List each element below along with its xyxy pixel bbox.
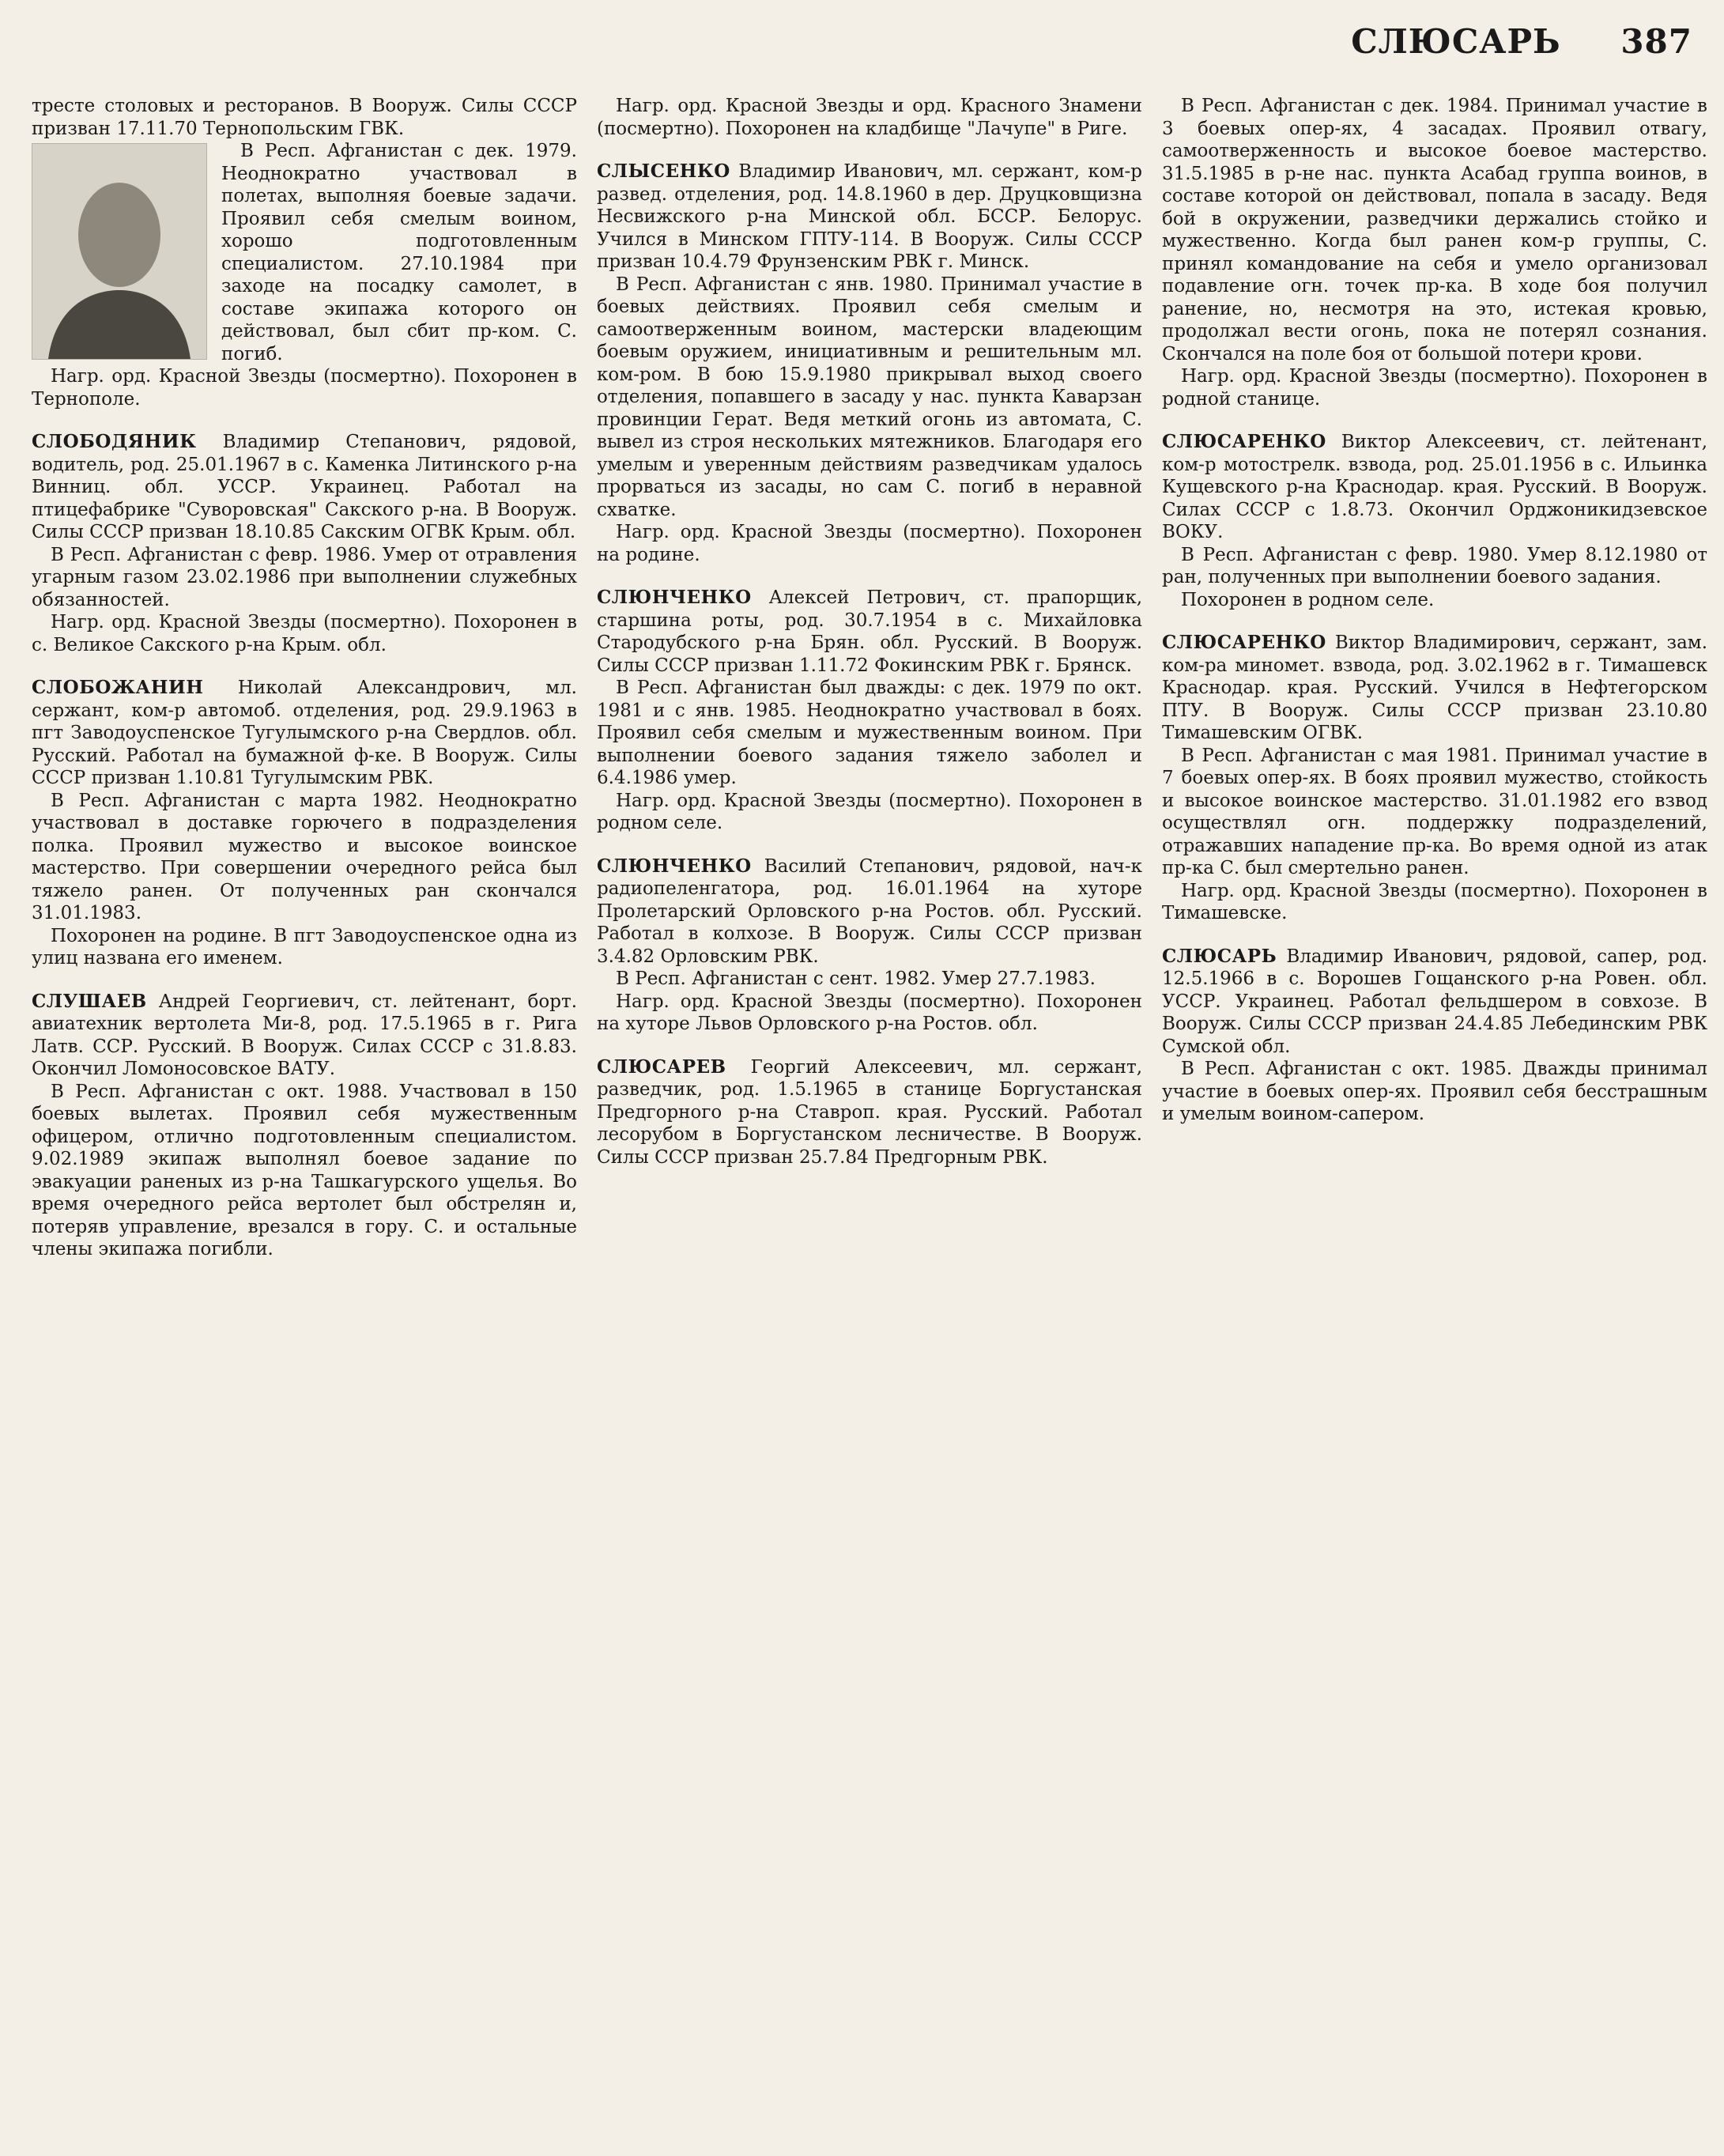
entry-slyusarenko-vv — [1162, 632, 1707, 925]
entry-slyunchenko-a — [597, 587, 1142, 835]
entry-surname: СЛЮСАРЕВ — [597, 1055, 726, 1078]
headword: СЛЮСАРЬ — [1351, 22, 1561, 61]
entry-slysenko — [597, 160, 1142, 566]
entry-slobodyanik — [32, 431, 577, 656]
entry-slyusarev — [597, 1056, 1142, 1169]
entry-slyusar — [1162, 946, 1707, 1126]
entry-surname: СЛЮСАРЬ — [1162, 945, 1277, 967]
entry-surname: СЛЮНЧЕНКО — [597, 855, 752, 877]
entry-text: Нагр. орд. Красной Звезды (посмертно). Похоронен в родном селе. — [597, 790, 1142, 833]
entry-text: Похоронен на родине. В пгт Заводоуспенское одна из улиц названа его именем. — [32, 925, 577, 969]
entry-text: Виктор Владимирович, сержант, зам. ком-ра миномет. взвода, род. 3.02.1962 в г. Тимашевск Краснодар. края. Русский. Учился в Нефтегорском ПТУ. В Вооруж. Силы СССР призван 23.10.80 Тимашевским ОГВК. — [1162, 632, 1707, 743]
entry-surname: СЛОБОЖАНИН — [32, 677, 204, 698]
entry-text: В Респ. Афганистан с февр. 1980. Умер 8.12.1980 от ран, полученных при выполнении боевого задания. — [1162, 544, 1707, 587]
entry-text: В Респ. Афганистан с марта 1982. Неоднократно участвовал в доставке горючего в подразделения полка. Проявил мужество и высокое воинское мастерство. При совершении очередного рейса был тяжело ранен. От полученных ран скончался 31.01.1983. — [32, 790, 577, 923]
entry-slushaev — [32, 991, 577, 1261]
entry-slyusarenko-va — [1162, 431, 1707, 611]
entry-text: В Респ. Афганистан с окт. 1985. Дважды принимал участие в боевых опер-ях. Проявил себя бесстрашным и умелым воином-сапером. — [1162, 1059, 1707, 1124]
entry-continuation — [597, 95, 1142, 140]
entry-text: Владимир Степанович, рядовой, водитель, род. 25.01.1967 в с. Каменка Литинского р-на Винниц. обл. УССР. Украинец. Работал на птицефабрике "Суворовская" Сакского р-на. В Вооруж. Силы СССР призван 18.10.85 Сакским ОГВК Крым. обл. — [32, 432, 577, 542]
entry-text: Нагр. орд. Красной Звезды (посмертно). Похоронен в родной станице. — [1162, 366, 1707, 410]
entry-text: Виктор Алексеевич, ст. лейтенант, ком-р мотострелк. взвода, род. 25.01.1956 в с. Ильинка Кущевского р-на Краснодар. края. Русский. В Вооруж. Силах СССР с 1.8.73. Окончил Орджоникидзевское ВОКУ. — [1162, 432, 1707, 542]
entry-text: Нагр. орд. Красной Звезды (посмертно). Похоронен в Тимашевске. — [1162, 880, 1707, 923]
entry-text: Николай Александрович, мл. сержант, ком-р автомоб. отделения, род. 29.9.1963 в пгт Заводоуспенское Тугулымского р-на Свердлов. обл. Русский. Работал на бумажной ф-ке. В Вооруж. Силы СССР призван 1.10.81 Тугулымским РВК. — [32, 678, 577, 788]
entry-text: Владимир Иванович, рядовой, сапер, род. 12.5.1966 в с. Ворошев Гощанского р-на Ровен. обл. УССР. Украинец. Работал фельдшером в совхозе. В Вооруж. Силы СССР призван 24.4.85 Лебединским РВК Сумской обл. — [1162, 946, 1707, 1057]
entry-text: В Респ. Афганистан с сент. 1982. Умер 27.7.1983. — [616, 969, 1096, 989]
entry-text: В Респ. Афганистан был дважды: с дек. 1979 по окт. 1981 и с янв. 1985. Неоднократно участвовал в боях. Проявил себя смелым и мужественным воином. При выполнении боевого задания тяжело заболел и 6.4.1986 умер. — [597, 678, 1142, 788]
entry-text: Владимир Иванович, мл. сержант, ком-р развед. отделения, род. 14.8.1960 в дер. Друцковщизна Несвижского р-на Минской обл. БССР. Белорус. Учился в Минском ГПТУ-114. В Вооруж. Силы СССР призван 10.4.79 Фрунзенским РВК г. Минск. — [597, 161, 1142, 272]
page-number: 387 — [1620, 22, 1692, 61]
entry-continuation — [32, 95, 577, 410]
entry-text: В Респ. Афганистан с дек. 1979. Неоднократно участвовал в полетах, выполняя боевые задачи. Проявил себя смелым воином, хорошо подготовленным специалистом. 27.10.1984 при заходе на посадку самолет, в составе экипажа которого он действовал, был сбит пр-ком. С. погиб. — [221, 141, 577, 364]
entry-text: Георгий Алексеевич, мл. сержант, разведчик, род. 1.5.1965 в станице Боргустанская Предгорного р-на Ставроп. края. Русский. Работал лесорубом в Боргустанском лесничестве. В Вооруж. Силы СССР призван 25.7.84 Предгорным РВК. — [597, 1056, 1142, 1168]
entry-surname: СЛЮСАРЕНКО — [1162, 632, 1326, 653]
entry-text: В Респ. Афганистан с мая 1981. Принимал участие в 7 боевых опер-ях. В боях проявил мужество, стойкость и высокое воинское мастерство. 31.01.1982 его взвод осуществлял огн. поддержку подразделений, отражавших нападение пр-ка. Во время одной из атак пр-ка С. был смертельно ранен. — [1162, 745, 1707, 878]
column-2 — [597, 95, 1142, 1189]
entry-continuation — [1162, 95, 1707, 410]
entry-surname: СЛУШАЕВ — [32, 990, 147, 1012]
entry-text: Нагр. орд. Красной Звезды (посмертно). Похоронен в Тернополе. — [32, 366, 577, 410]
entry-text: Василий Степанович, рядовой, нач-к радиопеленгатора, род. 16.01.1964 на хуторе Пролетарский Орловского р-на Ростов. обл. Русский. Работал в колхозе. В Вооруж. Силы СССР призван 3.4.82 Орловским РВК. — [597, 855, 1142, 967]
entry-text: В Респ. Афганистан с февр. 1986. Умер от отравления угарным газом 23.02.1986 при выполнении служебных обязанностей. — [32, 544, 577, 610]
portrait-photo — [32, 143, 207, 360]
entry-surname: СЛЮСАРЕНКО — [1162, 431, 1326, 452]
entry-text: Похоронен в родном селе. — [1181, 589, 1435, 610]
entry-surname: СЛЫСЕНКО — [597, 160, 730, 182]
column-3 — [1162, 95, 1707, 1146]
entry-text: Нагр. орд. Красной Звезды (посмертно). Похоронен на хуторе Львов Орловского р-на Ростов. обл. — [597, 991, 1142, 1034]
entry-text: В Респ. Афганистан с янв. 1980. Принимал участие в боевых действиях. Проявил себя смелым и самоотверженным воином, мастерски владеющим боевым оружием, инициативным и решительным мл. ком-ром. В бою 15.9.1980 прикрывал выход своего отделения, попавшего в засаду у нас. пункта Каварзан провинции Герат. Ведя меткий огонь из автомата, С. вывел из строя нескольких мятежников. Благодаря его умелым и уверенным действиям разведчикам удалось прорваться из засады, но сам С. погиб в неравной схватке. — [597, 274, 1142, 520]
entry-text: Нагр. орд. Красной Звезды и орд. Красного Знамени (посмертно). Похоронен на кладбище "Лачупе" в Риге. — [597, 96, 1142, 139]
entry-text: тресте столовых и ресторанов. В Вооруж. Силы СССР призван 17.11.70 Тернопольским ГВК. — [32, 96, 577, 139]
entry-slyunchenko-v — [597, 855, 1142, 1036]
entry-slobozhanin — [32, 677, 577, 970]
entry-text: В Респ. Афганистан с дек. 1984. Принимал участие в 3 боевых опер-ях, 4 засадах. Проявил отвагу, самоотверженность и высокое боевое мастерство. 31.5.1985 в р-не нас. пункта Асабад группа воинов, в составе которой он действовал, попала в засаду. Ведя бой в окружении, разведчики держались стойко и мужественно. Когда был ранен ком-р группы, С. принял командование на себя и умело организовал подавление огн. точек пр-ка. В ходе боя получил ранение, но, несмотря на это, истекая кровью, продолжал вести огонь, пока не потерял сознания. Скончался на поле боя от большой потери крови. — [1162, 96, 1707, 364]
entry-surname: СЛЮНЧЕНКО — [597, 587, 752, 608]
entry-surname: СЛОБОДЯНИК — [32, 431, 197, 452]
entry-text: Нагр. орд. Красной Звезды (посмертно). Похоронен в с. Великое Сакского р-на Крым. обл. — [32, 612, 577, 655]
entry-text: Андрей Георгиевич, ст. лейтенант, борт. авиатехник вертолета Ми-8, род. 17.5.1965 в г. Рига Латв. ССР. Русский. В Вооруж. Силах СССР с 31.8.83. Окончил Ломоносовское ВАТУ. — [32, 991, 577, 1079]
entry-text: В Респ. Афганистан с окт. 1988. Участвовал в 150 боевых вылетах. Проявил себя мужественным офицером, отлично подготовленным специалистом. 9.02.1989 экипаж выполнял боевое задание по эвакуации раненых из р-на Ташкагурского ущелья. Во время очередного рейса вертолет был обстрелян и, потеряв управление, врезался в гору. С. и остальные члены экипажа погибли. — [32, 1081, 577, 1259]
portrait-icon — [32, 144, 206, 359]
running-header — [32, 22, 1692, 70]
entry-text: Нагр. орд. Красной Звезды (посмертно). Похоронен на родине. — [597, 522, 1142, 565]
column-1 — [32, 95, 577, 1282]
entry-text: Алексей Петрович, ст. прапорщик, старшина роты, род. 30.7.1954 в с. Михайловка Стародубского р-на Брян. обл. Русский. В Вооруж. Силы СССР призван 1.11.72 Фокинским РВК г. Брянск. — [597, 587, 1142, 676]
